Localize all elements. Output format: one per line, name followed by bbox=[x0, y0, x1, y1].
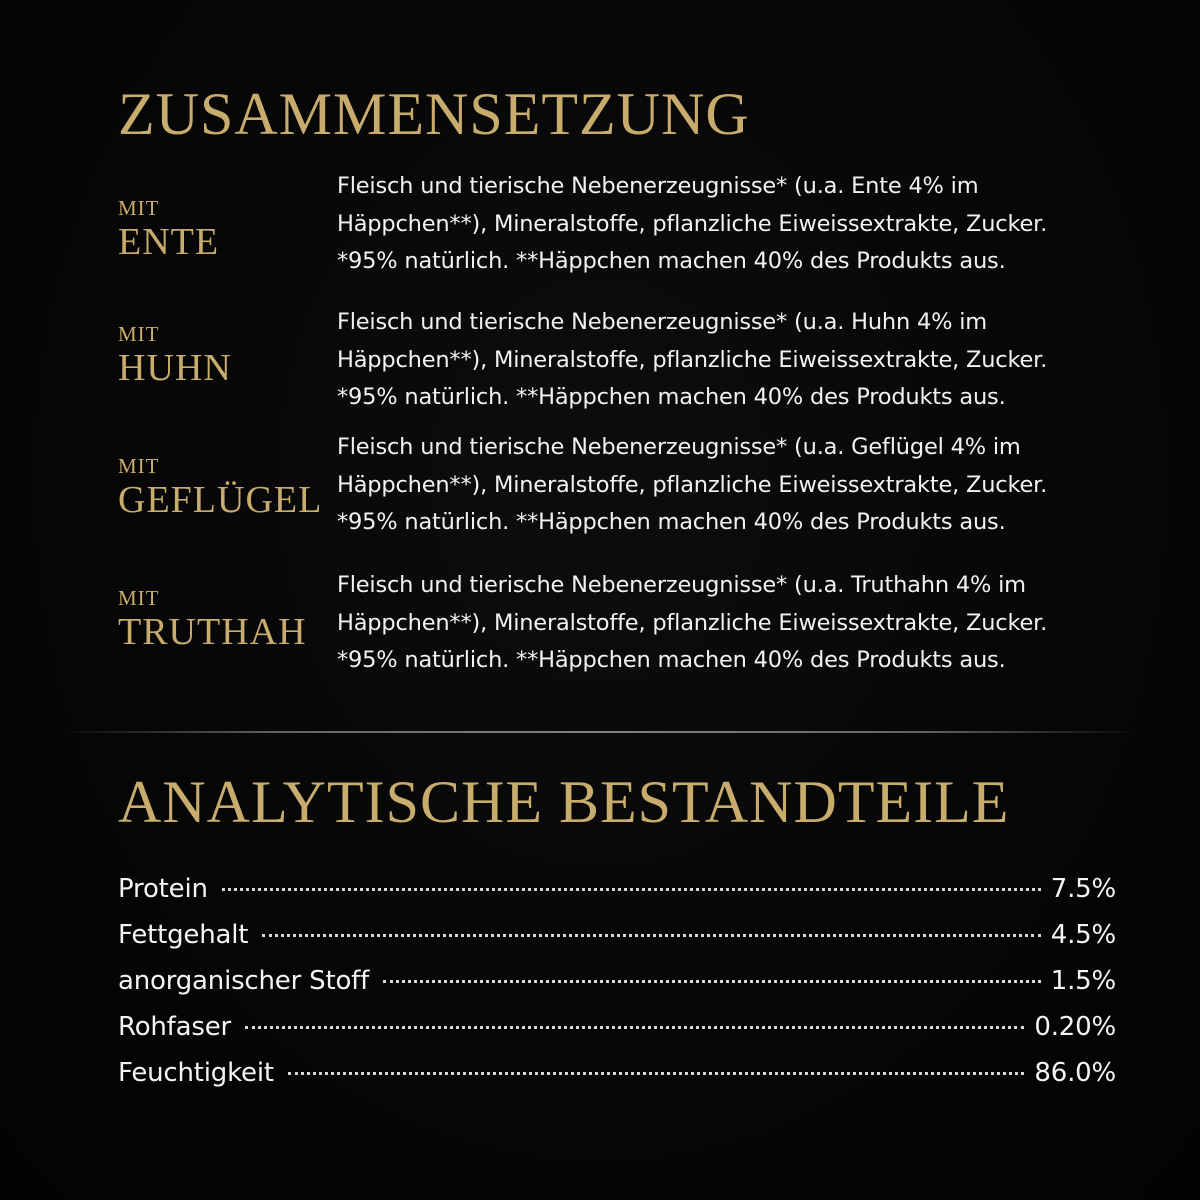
dot-leader bbox=[262, 934, 1040, 937]
dot-leader bbox=[245, 1026, 1024, 1029]
dot-leader bbox=[222, 888, 1041, 891]
flavor-ingredients-ente: Fleisch und tierische Nebenerzeugnisse* (u.a. Ente 4% im Häppchen**), Mineralstoffe, pflanzliche Eiweissextrakte, Zucker. *95% natürlich. **Häppchen machen 40% des Produkts aus. bbox=[337, 173, 1048, 274]
analysis-row-anorganischer-stoff bbox=[118, 966, 1116, 1012]
analysis-label: Protein bbox=[118, 874, 208, 904]
dot-leader bbox=[288, 1072, 1025, 1075]
composition-heading: ZUSAMMENSETZUNG bbox=[118, 81, 750, 147]
dot-leader bbox=[383, 980, 1041, 983]
flavor-label-gefluegel bbox=[118, 456, 322, 519]
analysis-value: 0.20% bbox=[1034, 1012, 1116, 1042]
analysis-heading: ANALYTISCHE BESTANDTEILE bbox=[118, 769, 1010, 835]
flavor-prefix: MIT bbox=[118, 586, 160, 610]
analysis-label: Rohfaser bbox=[118, 1012, 232, 1042]
analysis-row-protein bbox=[118, 874, 1116, 920]
flavor-name: TRUTHAH bbox=[118, 611, 307, 653]
flavor-ingredients-truthah: Fleisch und tierische Nebenerzeugnisse* (u.a. Truthahn 4% im Häppchen**), Mineralstoffe, pflanzliche Eiweissextrakte, Zucker. *95% natürlich. **Häppchen machen 40% des Produkts aus. bbox=[337, 572, 1048, 673]
flavor-label-ente bbox=[118, 198, 219, 261]
flavor-label-huhn bbox=[118, 324, 232, 387]
analysis-table bbox=[118, 874, 1116, 1104]
analysis-row-feuchtigkeit bbox=[118, 1058, 1116, 1104]
flavor-label-truthah bbox=[118, 588, 307, 651]
flavor-name: HUHN bbox=[118, 347, 232, 389]
analysis-value: 1.5% bbox=[1050, 966, 1116, 996]
analysis-row-rohfaser bbox=[118, 1012, 1116, 1058]
flavor-name: ENTE bbox=[118, 221, 220, 263]
section-divider bbox=[60, 731, 1140, 733]
analysis-label: anorganischer Stoff bbox=[118, 966, 370, 996]
flavor-prefix: MIT bbox=[118, 196, 160, 220]
analysis-value: 7.5% bbox=[1050, 874, 1116, 904]
flavor-name: GEFLÜGEL bbox=[118, 479, 323, 521]
flavor-ingredients-gefluegel: Fleisch und tierische Nebenerzeugnisse* (u.a. Geflügel 4% im Häppchen**), Mineralstoffe, pflanzliche Eiweissextrakte, Zucker. *95% natürlich. **Häppchen machen 40% des Produkts aus. bbox=[337, 434, 1048, 535]
analysis-label: Fettgehalt bbox=[118, 920, 249, 950]
analysis-label: Feuchtigkeit bbox=[118, 1058, 274, 1088]
flavor-prefix: MIT bbox=[118, 322, 160, 346]
analysis-value: 86.0% bbox=[1034, 1058, 1116, 1088]
analysis-value: 4.5% bbox=[1050, 920, 1116, 950]
analysis-row-fettgehalt bbox=[118, 920, 1116, 966]
flavor-prefix: MIT bbox=[118, 454, 160, 478]
flavor-ingredients-huhn: Fleisch und tierische Nebenerzeugnisse* (u.a. Huhn 4% im Häppchen**), Mineralstoffe, pflanzliche Eiweissextrakte, Zucker. *95% natürlich. **Häppchen machen 40% des Produkts aus. bbox=[337, 309, 1048, 410]
